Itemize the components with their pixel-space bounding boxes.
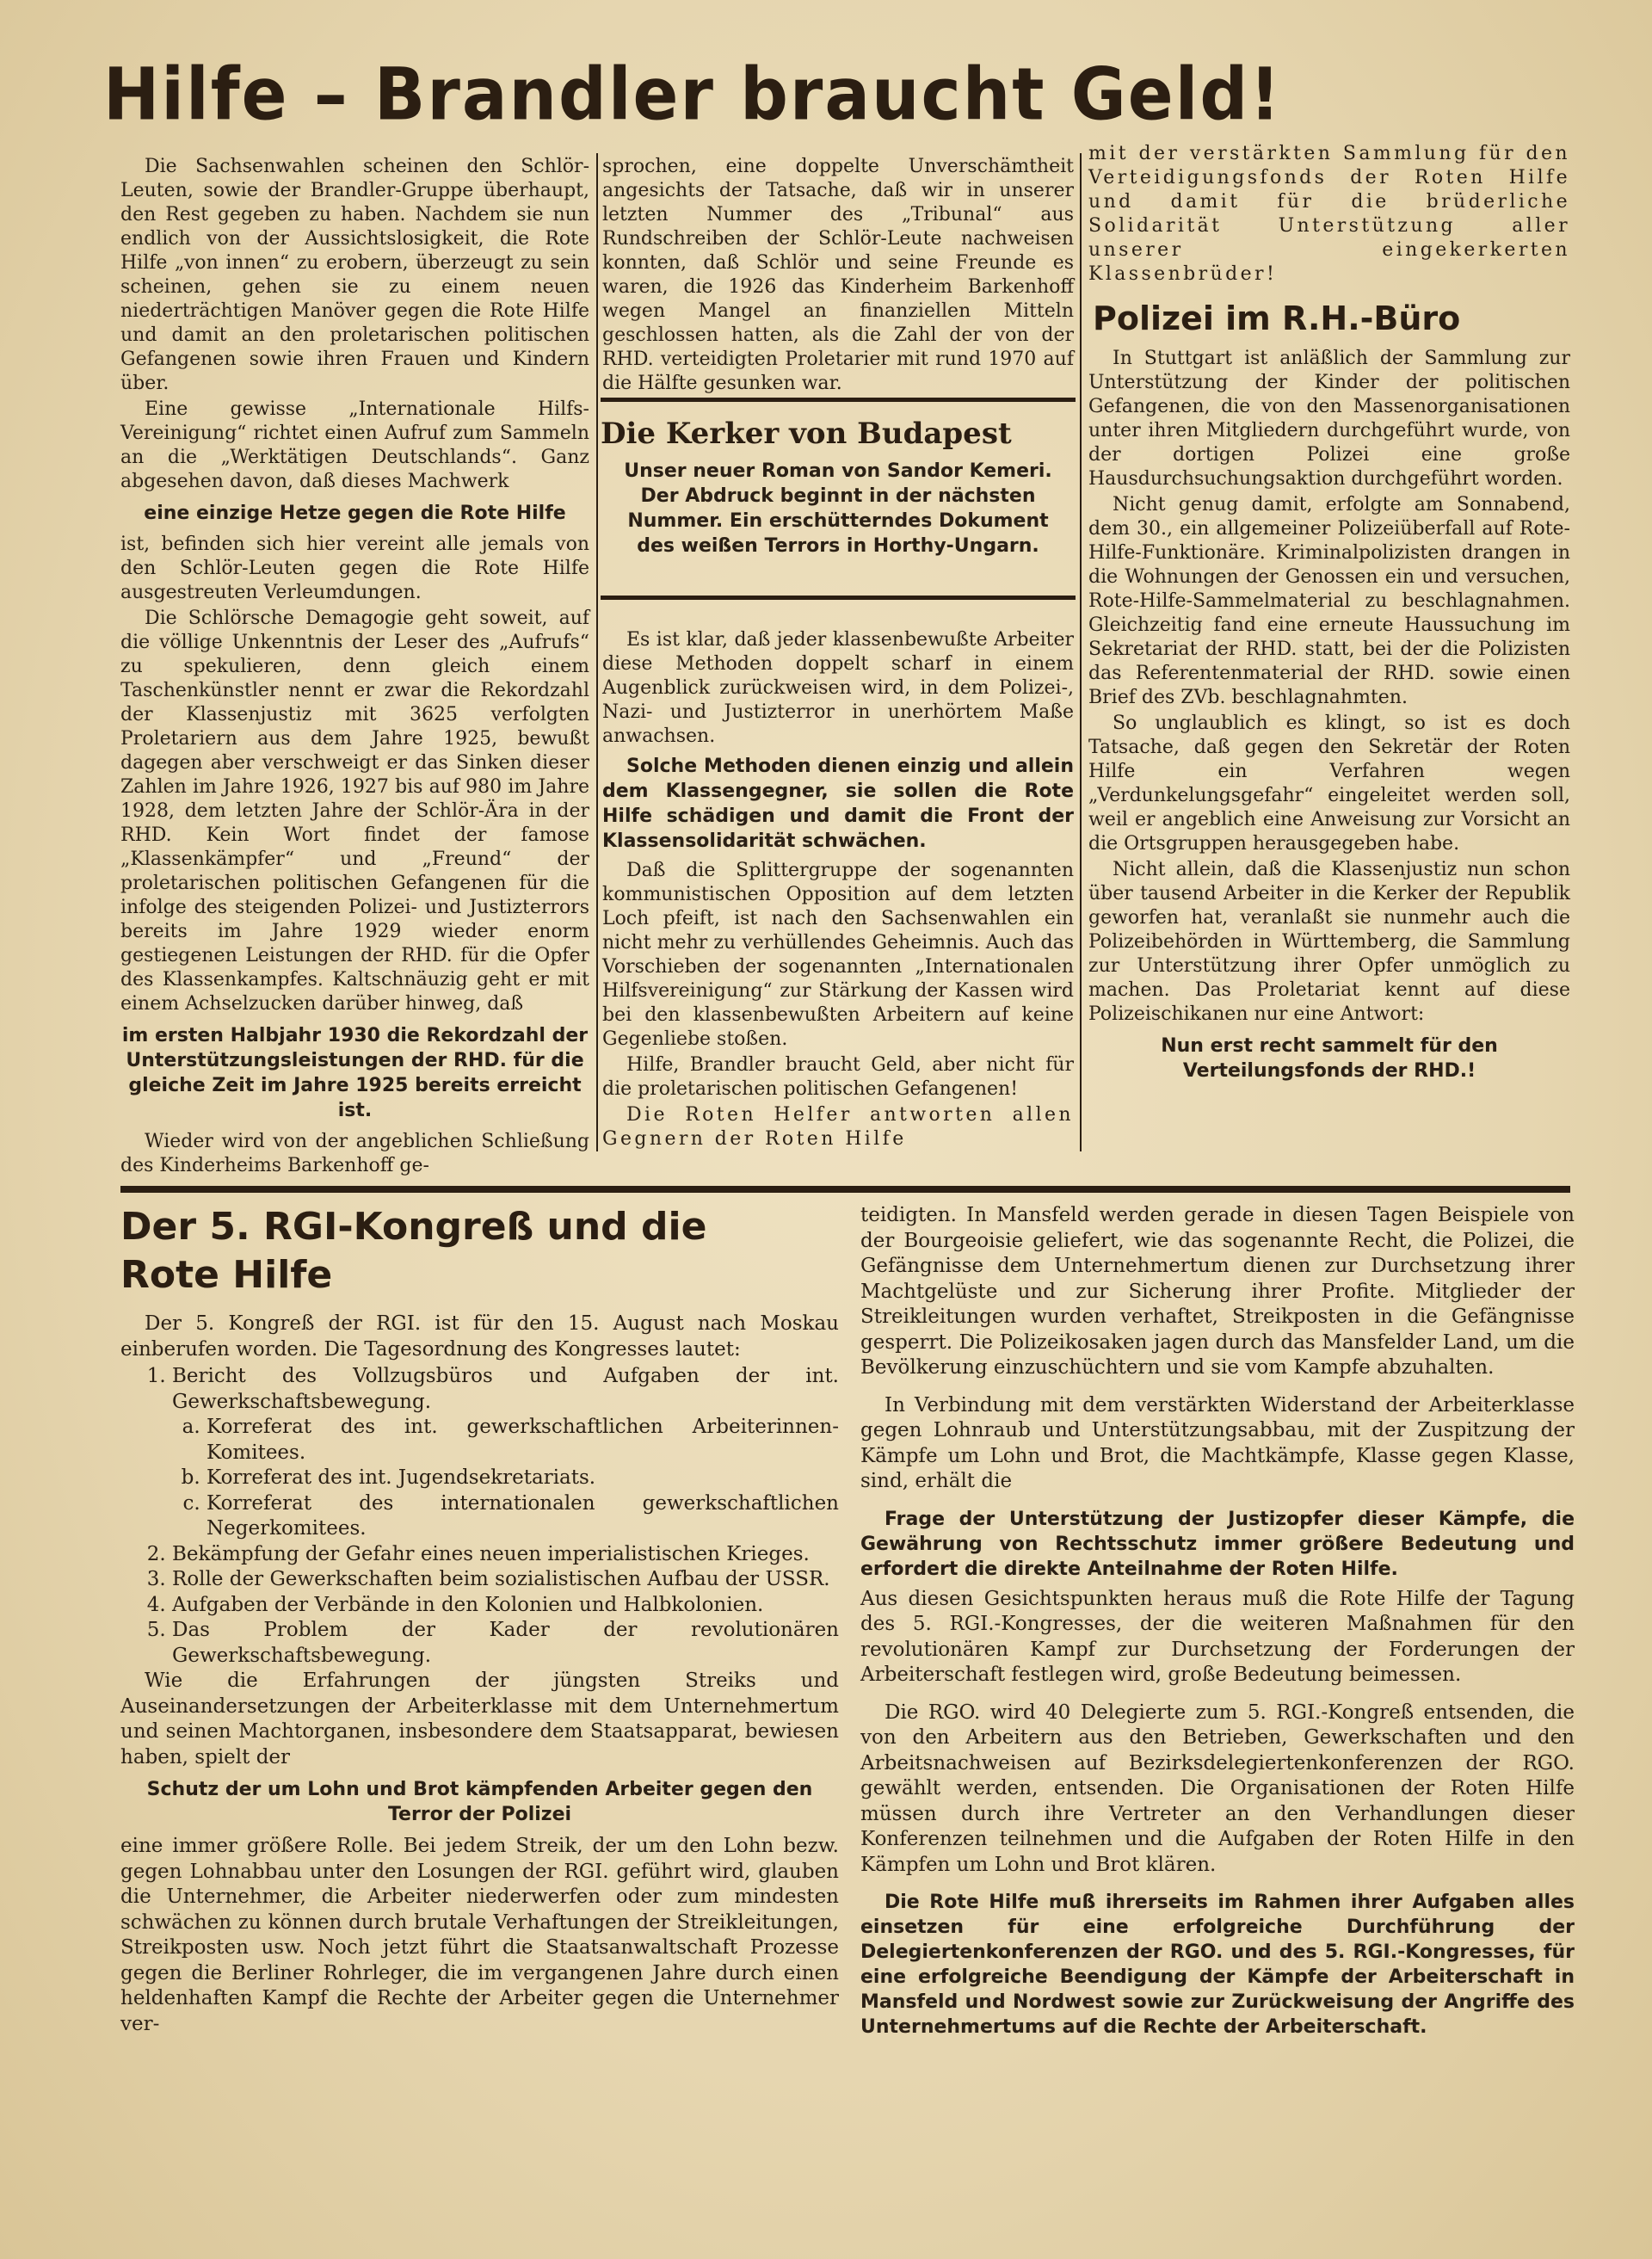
bold-statement: im ersten Halbjahr 1930 die Rekordzahl der Unterstützungsleistungen der RHD. für die gleiche Zeit im Jahre 1925 bereits erreicht ist. [121,1025,589,1121]
paragraph: Aus diesen Gesichtspunkten heraus muß die Rote Hilfe der Tagung des 5. RGI.-Kongresses, der die weiteren Maßnahmen für den revolutionären Kampf zur Durchsetzung der Forderungen der Arbeiterschaft festlegen wird, große Bedeutung beimessen. [860,1587,1575,1686]
bold-statement: Die Rote Hilfe muß ihrerseits im Rahmen ihrer Aufgaben alles einsetzen für eine erfolgreiche Durchführung der Delegiertenkonferenzen der RGO. und des 5. RGI.-Kongresses, für eine erfolgreiche Beendigung der Kämpfe der Arbeiterschaft in Mansfeld und Nordwest sowie zur Zurückweisung der Angriffe des Unternehmertums auf die Rechte der Arbeiterschaft. [860,1892,1575,2038]
bold-statement: Solche Methoden dienen einzig und allein dem Klassengegner, sie sollen die Rote Hilfe schädigen und damit die Front der Klassensolidarität schwächen. [602,756,1074,852]
paragraph: Wieder wird von der angeblichen Schließung des Kinderheims Barkenhoff ge- [120,1131,589,1176]
section-divider [120,1186,1570,1193]
agenda-item: 2. Bekämpfung der Gefahr eines neuen imperialistischen Krieges. [172,1542,839,1568]
column-divider [596,153,598,1151]
rgi-title-line-1: Der 5. RGI-Kongreß und die [120,1205,707,1249]
agenda-subitem: c. Korreferat des internationalen gewerkschaftlichen Negerkomitees. [206,1491,839,1542]
main-headline: Hilfe – Brandler braucht Geld! [103,53,1282,138]
paragraph: In Stuttgart ist anläßlich der Sammlung zur Unterstützung der Kinder der politischen Gefangenen, die von den Massenorganisationen unter ihren Mitgliedern durchgeführt wurde, von der dortigen Polizei eine große Hausdurchsuchungsaktion durchgeführt worden. [1088,348,1570,490]
novel-announcement-box [601,398,1076,600]
rgi-title-line-2: Rote Hilfe [120,1253,333,1297]
rgi-article-left [120,1203,839,2201]
bold-statement: Schutz der um Lohn und Brot kämpfenden Arbeiter gegen den Terror der Polizei [146,1779,813,1825]
paragraph: Der 5. Kongreß der RGI. ist für den 15. August nach Moskau einberufen worden. Die Tagesordnung des Kongresses lautet: [120,1312,839,1361]
paragraph: Nicht genug damit, erfolgte am Sonnabend, dem 30., ein allgemeiner Polizeiüberfall auf Rote-Hilfe-Funktionäre. Kriminalpolizisten drangen in die Wohnungen der Genossen ein und versuchen, Rote-Hilfe-Sammelmaterial zu beschlagnahmen. Gleichzeitig fand eine erneute Haussuchung im Sekretariat der RHD. statt, bei der die Polizisten das Referentenmaterial der RHD. sowie einen Brief des ZVb. beschlagnahmten. [1088,494,1570,708]
article-column-2-bottom [602,628,1074,1162]
spaced-text: mit der verstärkten Sammlung für den Verteidigungsfonds der Roten Hilfe und damit für die brüderliche Solidarität Unterstützung aller unserer eingekerkerten Klassenbrüder! [1088,143,1570,285]
paragraph: teidigten. In Mansfeld werden gerade in diesen Tagen Beispiele von der Bourgeoisie geliefert, wie das sogenannte Recht, die Polizei, die Gefängnisse dem Unternehmertum dienen zur Durchsetzung ihrer Machtgelüste und zur Sicherung ihrer Profite. Mitglieder der Streikleitungen wurden verhaftet, Streikposten in die Gefängnisse gesperrt. Die Polizeikosaken jagen durch das Mansfelder Land, um die Bevölkerung einzuschüchtern und sie vom Kampfe abzuhalten. [860,1204,1575,1379]
paragraph: Die Sachsenwahlen scheinen den Schlör-Leuten, sowie der Brandler-Gruppe überhaupt, den Rest gegeben zu haben. Nachdem sie nun endlich von der Aussichtslosigkeit, die Rote Hilfe „von innen“ zu erobern, überzeugt zu sein scheinen, gehen sie zu einem neuen niederträchtigen Manöver gegen die Rote Hilfe und damit an den proletarischen politischen Gefangenen sowie ihren Frauen und Kindern über. [120,156,589,394]
agenda-item: 4. Aufgaben der Verbände in den Kolonien und Halbkolonien. [172,1593,839,1619]
article-column-3-top [1088,142,1570,288]
paragraph: Wie die Erfahrungen der jüngsten Streiks und Auseinandersetzungen der Arbeiterklasse mit dem Unternehmertum und seinen Machtorganen, insbesondere dem Staatsapparat, bewiesen haben, spielt der [120,1670,839,1768]
paragraph: Es ist klar, daß jeder klassenbewußte Arbeiter diese Methoden doppelt scharf in einem Augenblick zurückweisen wird, in dem Polizei-, Nazi- und Justizterror in unerhörtem Maße anwachsen. [602,629,1074,747]
paragraph: Daß die Splittergruppe der sogenannten kommunistischen Opposition auf dem letzten Loch pfeift, ist nach den Sachsenwahlen ein nicht mehr zu verhüllendes Geheimnis. Auch das Vorschieben der sogenannten „Internationalen Hilfsvereinigung“ zur Stärkung der Kassen wird bei den klassenbewußten Arbeitern auf keine Gegenliebe stoßen. [602,860,1074,1050]
bold-statement: Frage der Unterstützung der Justizopfer dieser Kämpfe, die Gewährung von Rechtsschutz immer größere Bedeutung und erfordert die direkte Anteilnahme der Roten Hilfe. [860,1508,1575,1580]
police-article [1088,297,1570,1166]
paragraph: Eine gewisse „Internationale Hilfs-Vereinigung“ richtet einen Aufruf zum Sammeln an die „Werktätigen Deutschlands“. Ganz abgesehen davon, daß dieses Machwerk [120,398,589,492]
paragraph: eine immer größere Rolle. Bei jedem Streik, der um den Lohn bezw. gegen Lohnabbau unter den Losungen der RGI. geführt wird, glauben die Unternehmer, die Arbeiter niederwerfen oder zum mindesten schwächen zu können durch brutale Verhaftungen der Streikleitungen, Streikposten usw. Noch jetzt führt die Staatsanwaltschaft Prozesse gegen die Berliner Rohrleger, die im vergangenen Jahre durch einen heldenhaften Kampf die Rechte der Arbeiter gegen die Unternehmer ver- [120,1835,839,2035]
box-title: Die Kerker von Budapest [601,417,1012,451]
paragraph: ist, befinden sich hier vereint alle jemals von den Schlör-Leuten gegen die Rote Hilfe ausgestreuten Verleumdungen. [120,534,589,603]
agenda-list [120,1364,839,1669]
paragraph: Die Schlörsche Demagogie geht soweit, auf die völlige Unkenntnis der Leser des „Aufrufs“ zu spekulieren, denn gleich einem Taschenkünstler nennt er zwar die Rekordzahl der Klassenjustiz mit 3625 verfolgten Proletariern aus dem Jahre 1925, bewußt dagegen aber verschweigt er das Sinken dieser Zahlen im Jahre 1926, 1927 bis auf 980 im Jahre 1928, dem letzten Jahre der Schlör-Ära in der RHD. Kein Wort findet der famose „Klassenkämpfer“ und „Freund“ der proletarischen politischen Gefangenen für die infolge des steigenden Polizei- und Justizterrors bereits im Jahre 1929 wieder enorm gestiegenen Leistungen der RHD. für die Opfer des Klassenkampfes. Kaltschnäuzig geht er mit einem Achselzucken darüber hinweg, daß [120,608,589,1015]
article-column-1 [120,155,589,1176]
rgi-article-right [860,1203,1575,2201]
article-column-2-top [602,155,1074,394]
bold-statement: eine einzige Hetze gegen die Rote Hilfe [144,503,566,524]
agenda-item: 5. Das Problem der Kader der revolutionären Gewerkschaftsbewegung. [172,1618,839,1669]
agenda-sublist [172,1415,839,1542]
paragraph: Hilfe, Brandler braucht Geld, aber nicht für die proletarischen politischen Gefangenen! [602,1054,1074,1100]
column-divider [1080,153,1082,1151]
agenda-item: 1. Bericht des Vollzugsbüros und Aufgaben der int. Gewerkschaftsbewegung. a. Korreferat des int. gewerkschaftlichen Arbeiterinnen-Komitees. b. Korreferat des int. Jugendsekretariats. c. Korreferat des internationalen gewerkschaftlichen Negerkomitees. [172,1364,839,1542]
paragraph: Die RGO. wird 40 Delegierte zum 5. RGI.-Kongreß entsenden, die von den Arbeitern aus den Betrieben, Gewerkschaften und den Arbeitsnachweisen auf Bezirksdelegiertenkonferenzen der RGO. gewählt werden, entsenden. Die Organisationen der Roten Hilfe müssen durch ihre Vertreter an den Verhandlungen dieser Konferenzen teilnehmen und die Aufgaben der Roten Hilfe in den Kämpfen um Lohn und Brot klären. [860,1700,1575,1876]
police-article-title: Polizei im R.H.-Büro [1093,299,1461,337]
agenda-subitem: a. Korreferat des int. gewerkschaftlichen Arbeiterinnen-Komitees. [206,1415,839,1466]
paragraph: In Verbindung mit dem verstärkten Widerstand der Arbeiterklasse gegen Lohnraub und Unterstützungsabbau, mit der Zuspitzung der Kämpfe um Lohn und Brot, die Machtkämpfe, Klasse gegen Klasse, sind, erhält die [860,1393,1575,1492]
agenda-item: 3. Rolle der Gewerkschaften beim sozialistischen Aufbau der USSR. [172,1567,839,1593]
paragraph: So unglaublich es klingt, so ist es doch Tatsache, daß gegen den Sekretär der Roten Hilfe ein Verfahren wegen „Verdunkelungsgefahr“ eingeleitet werden soll, weil er angeblich eine Anweisung zur Vorsicht an die Ortsgruppen herausgegeben habe. [1088,713,1570,855]
paragraph: Nicht allein, daß die Klassenjustiz nun schon über tausend Arbeiter in die Kerker der Republik geworfen hat, veranlaßt sie nunmehr auch die Polizeibehörden in Württemberg, die Sammlung zur Unterstützung ihrer Opfer unmöglich zu machen. Das Proletariat kennt auf diese Polizeischikanen nur eine Antwort: [1088,859,1570,1025]
bold-statement: Nun erst recht sammelt für den Verteilungsfonds der RHD.! [1161,1035,1498,1082]
box-text: Unser neuer Roman von Sandor Kemeri. Der Abdruck beginnt in der nächsten Nummer. Ein erschütterndes Dokument des weißen Terrors in Horthy-Ungarn. [624,460,1052,557]
paragraph: sprochen, eine doppelte Unverschämtheit angesichts der Tatsache, daß wir in unserer letzten Nummer des „Tribunal“ aus Rundschreiben der Schlör-Leute nachweisen konnten, daß Schlör und seine Freunde es waren, die 1926 das Kinderheim Barkenhoff wegen Mangel an finanziellen Mitteln geschlossen hatten, als die Zahl der von der RHD. verteidigten Proletarier mit rund 1970 auf die Hälfte gesunken war. [602,156,1074,394]
agenda-subitem: b. Korreferat des int. Jugendsekretariats. [206,1466,839,1491]
spaced-text: Die Roten Helfer antworten allen Gegnern der Roten Hilfe [602,1104,1074,1150]
